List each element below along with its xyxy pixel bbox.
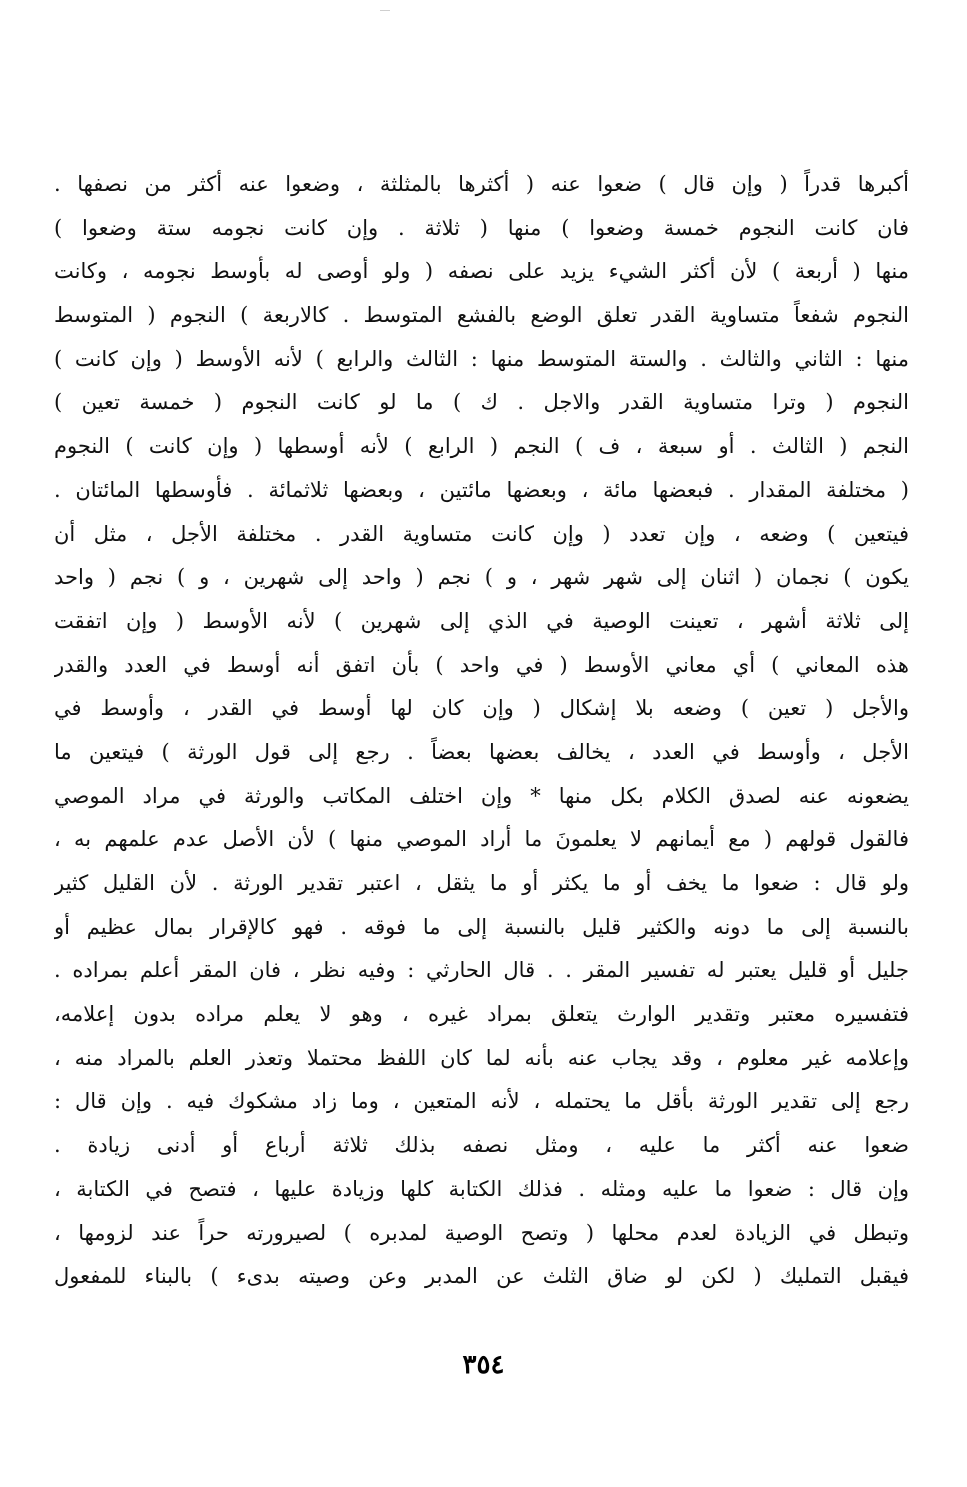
- text-line: أكبرها قدراً ( وإن قال ) ضعوا عنه ( أكثرها بالمثلثة ، وضعوا عنه أكثر من نصفها .: [54, 172, 909, 196]
- text-line: يضعونه عنه لصدق الكلام بكل منها * وإن اختلف المكاتب والورثة في مراد الموصي: [54, 783, 909, 808]
- text-line: يكون ) نجمان ( اثنان إلى شهر شهر ، و ) نجم ( واحد إلى شهرين ، و ) نجم ( واحد: [54, 565, 909, 590]
- text-line: النجوم ( وترا متساوية القدر والاجل . ك ) ما لو كانت النجوم ( خمسة تعين ): [54, 390, 909, 415]
- text-line: فتفسيره معتبر وتقدير الوارث يتعلق بمراد غيره ، وهو لا يعلم مراده بدون إعلامه،: [54, 1002, 909, 1027]
- text-line: ولو قال : ضعوا ما يخف أو ما يكثر أو ما يثقل ، اعتبر تقدير الورثة . لأن القليل كثير: [54, 871, 909, 895]
- scan-mark: [380, 10, 390, 11]
- page-number: ٣٥٤: [462, 1350, 505, 1380]
- text-line: الأجل ، وأوسط في العدد ، يخالف بعضها بعضاً . رجع إلى قول الورثة ) فيتعين ما: [54, 739, 909, 764]
- body-text: [0, 163, 967, 1299]
- text-line: فيتعين ) وضعه ، وإن تعدد ( وإن كانت متساوية القدر . مختلفة الأجل ، مثل أن: [54, 521, 909, 546]
- text-line: ضعوا عنه أكثر ما عليه ، ومثل نصفه بذلك ثلاثة أرباع أو أدنى زيادة .: [54, 1133, 909, 1158]
- text-line: فيقبل التمليك ( لكن لو ضاق الثلث عن المدبر وعن وصيته بدىء ) بالبناء للمفعول: [54, 1264, 909, 1289]
- text-line: النجم ( الثالث . أو سبعة ، ف ) النجم ( الرابع ) لأنه أوسطها ( وإن كانت ) النجوم: [54, 434, 909, 459]
- text-line: منها ( أربعة ) لأن أكثر الشيء يزيد على نصفه ( ولو أوصى له بأوسط نجومه ، وكانت: [54, 259, 909, 284]
- text-line: وتبطل في الزيادة لعدم محلها ( وتصح الوصية لمدبره ) لصيرورته حراً عند لزومها ،: [54, 1220, 909, 1245]
- text-line: هذه المعاني ) أي معاني الأوسط ( في واحد ) بأن اتفق أنه أوسط في العدد والقدر: [54, 652, 909, 677]
- text-line: منها : الثاني والثالث . والستة المتوسط منها : الثالث والرابع ) لأنه الأوسط ( وإن كانت ): [54, 346, 909, 371]
- text-line: وإعلامه غير معلوم ، وقد يجاب عنه بأنه لما كان اللفظ محتملا وتعذر العلم بالمراد منه ،: [54, 1045, 909, 1070]
- text-line: النجوم شفعاً متساوية القدر تعلق الوضع بالفشع المتوسط . كالاربعة ) النجوم ( المتوسط: [54, 303, 909, 328]
- text-line: فان كانت النجوم خمسة وضعوا ) منها ( ثلاثة . وإن كانت نجومه ستة وضعوا ): [54, 215, 909, 240]
- text-line: والأجل ( تعين ) وضعه بلا إشكال ( وإن كان لها أوسط في القدر ، وأوسط في: [54, 696, 909, 721]
- text-line: جليل أو قليل يعتبر له تفسير المقر . . قال الحارثي : وفيه نظر ، فان المقر أعلم بمراده .: [54, 958, 909, 983]
- text-line: بالنسبة إلى ما دونه والكثير قليل بالنسبة إلى ما فوقه . فهو كالإقرار بمال عظيم أو: [54, 914, 909, 939]
- text-line: رجع إلى تقدير الورثة بأقل ما يحتمله ، لأنه المتعين ، وما زاد مشكوك فيه . وإن قال :: [54, 1089, 909, 1114]
- text-line: فالقول قولهم ( مع أيمانهم لا يعلمونَ ما أراد الموصي منها ) لأن الأصل عدم علمهم به ،: [54, 827, 909, 852]
- text-line: إلى ثلاثة أشهر ، تعينت الوصية في الذي إلى شهرين ) لأنه الأوسط ( وإن اتفقت: [54, 608, 909, 633]
- text-line: ( مختلفة المقدار . فبعضها مائة ، وبعضها مائتين ، وبعضها ثلاثمائة . فأوسطها المائتان .: [54, 477, 909, 502]
- text-line: وإن قال : ضعوا ما عليه ومثله . فذلك الكتابة كلها وزيادة عليها ، فتصح في الكتابة ،: [54, 1176, 909, 1201]
